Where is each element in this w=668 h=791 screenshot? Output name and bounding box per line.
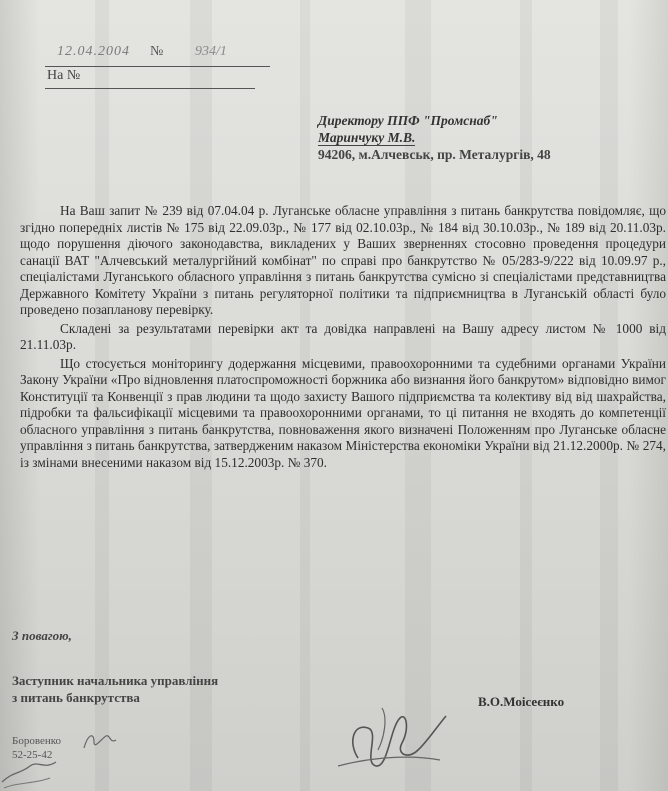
signatory-position [12, 672, 312, 706]
reference-number-line [45, 66, 255, 89]
margin-scribble-icon [0, 752, 60, 791]
executor-initials-icon [80, 728, 120, 759]
outgoing-number: 934/1 [195, 44, 227, 59]
outgoing-number-line [45, 44, 270, 67]
number-label: № [150, 44, 164, 59]
recipient-name: Маринчуку М.В. [318, 130, 416, 145]
body-paragraph: На Ваш запит № 239 від 07.04.04 р. Луганське обласне управління з питань банкрутства повідомляє, що згідно попередніх листів № 175 від 22.09.03р., № 177 від 02.10.03р., № 184 від 30.10.03р., № 189 від 20.11.03р. щодо порушення діючого законодавства, викладених у Ваших зверненнях стосовно проведення процедури санації ВАТ "Алчевський металургійний комбінат" по справі про банкрутство № 05/283-9/222 від 10.09.97 р., спеціалістами Луганського обласного управління з питань банкрутства сумісно зі спеціалістами представництва Державного Комітету України з питань регуляторної політики та підприємництва в Луганській області було проведено позапланову перевірку. [20, 203, 666, 317]
recipient-title: Директору ППФ "Промснаб" [318, 113, 498, 128]
reference-label: На № [47, 68, 81, 83]
signatory-position-line2: з питань банкрутства [12, 690, 140, 705]
recipient-address: 94206, м.Алчевськ, пр. Металургів, 48 [318, 147, 551, 162]
letter-body [20, 203, 666, 473]
body-paragraph: Що стосується моніторингу додержання місцевими, правоохоронними та судебними органами України Закону України «Про відновлення платоспроможності боржника або визнання його банкрутом» відповідно вимог Конституції та Конвенції з прав людини та щодо захисту Вашого підприємства та колективу від від шахрайства, підробки та фальсифікації місцевими та правоохоронними органами, то ці питання не входять до компетенції обласного управління з питань банкрутства, повноваження якого визначені Положенням про Луганське обласне управління з питань банкрутства, затвердженим наказом Міністерства економіки України від 21.12.2000р. № 274, із змінами внесеними наказом від 15.12.2003р. № 370. [20, 355, 666, 470]
body-paragraph: Складені за результатами перевірки акт та довідка направлені на Вашу адресу листом № 1000 від 21.11.03р. [20, 320, 666, 352]
recipient-block [318, 112, 648, 163]
executor-name: Боровенко [12, 735, 62, 747]
outgoing-date: 12.04.2004 [57, 44, 130, 59]
executor-phone: 52-25-42 [12, 749, 53, 761]
handwritten-signature-icon [318, 688, 458, 783]
signatory-position-line1: Заступник начальника управління [12, 673, 219, 688]
closing-phrase: З повагою, [12, 628, 72, 643]
signatory-name: В.О.Моісеєнко [478, 694, 565, 709]
